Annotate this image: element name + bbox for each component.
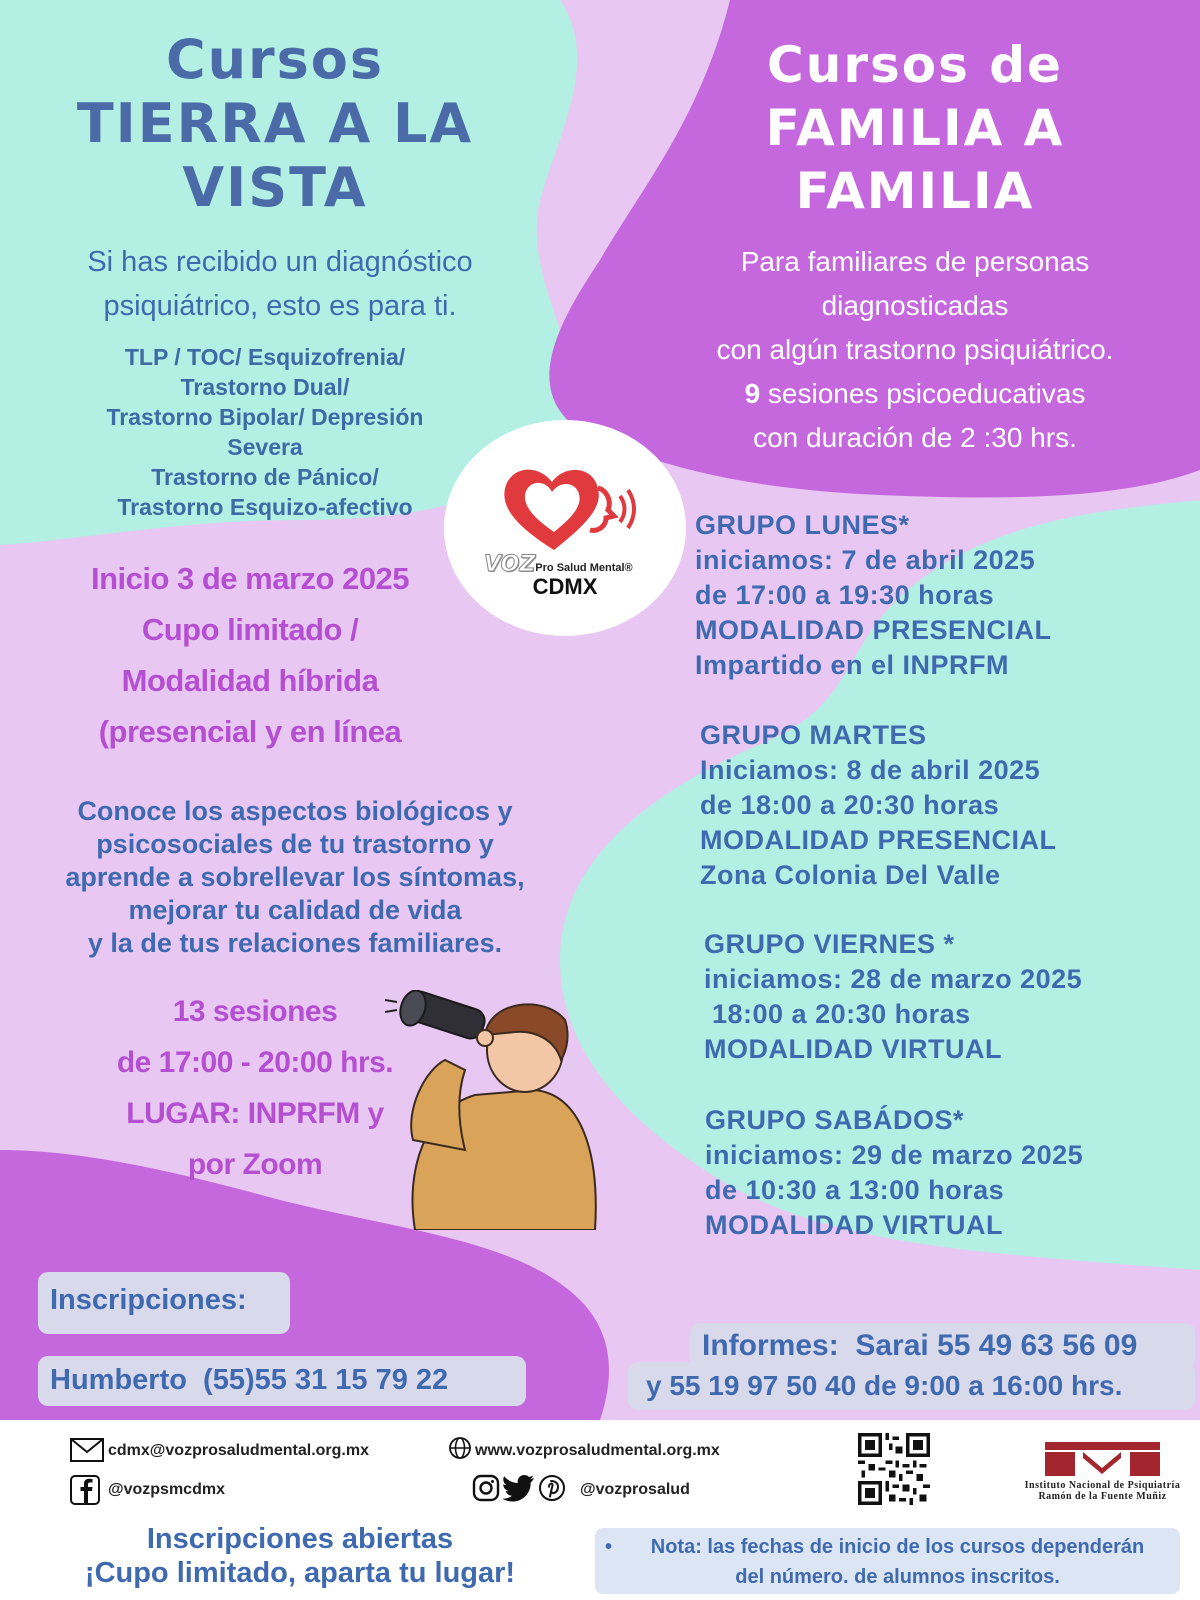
inscripciones-label-box xyxy=(38,1272,290,1334)
left-subtitle-line: Si has recibido un diagnóstico xyxy=(87,246,473,278)
group-line: MODALIDAD VIRTUAL xyxy=(705,1210,1003,1240)
envelope-icon xyxy=(70,1438,104,1462)
nota-box xyxy=(595,1528,1180,1594)
description-line: aprende a sobrellevar los síntomas, xyxy=(65,862,525,892)
duration-line: con duración de 2 :30 hrs. xyxy=(753,422,1077,453)
right-subtitle xyxy=(650,240,1180,460)
sessions-line: por Zoom xyxy=(187,1148,323,1181)
inscripciones-contact-box xyxy=(38,1356,526,1406)
left-title-line: TIERRA A LA xyxy=(76,92,474,155)
informes-line: Informes: Sarai 55 49 63 56 09 xyxy=(702,1329,1138,1362)
nota-line: del número. de alumnos inscritos. xyxy=(735,1566,1060,1588)
group-line: de 17:00 a 19:30 horas xyxy=(695,580,995,610)
instagram-icon xyxy=(472,1474,500,1502)
description-line: Conoce los aspectos biológicos y xyxy=(77,796,513,826)
logo-city: CDMX xyxy=(532,574,598,599)
group-line: MODALIDAD VIRTUAL xyxy=(704,1034,1002,1064)
description-line: y la de tus relaciones familiares. xyxy=(87,928,503,958)
informes-box-2 xyxy=(628,1362,1195,1410)
footer-website[interactable]: www.vozprosaludmental.org.mx xyxy=(475,1442,720,1459)
left-subtitle-line: psiquiátrico, esto es para ti. xyxy=(103,290,457,322)
sessions-line: LUGAR: INPRFM y xyxy=(126,1097,384,1130)
dates-line: Inicio 3 de marzo 2025 xyxy=(90,561,410,596)
left-course-description xyxy=(10,795,580,960)
description-line: psicosociales de tu trastorno y xyxy=(96,829,494,859)
condition-line: Trastorno de Pánico/ xyxy=(151,464,379,490)
condition-line: TLP / TOC/ Esquizofrenia/ xyxy=(124,344,406,370)
right-course-title xyxy=(700,34,1130,223)
inscripciones-label: Inscripciones: xyxy=(50,1284,247,1316)
institute-logo-icon xyxy=(1045,1440,1160,1476)
left-course-dates xyxy=(40,553,460,757)
informes-line: y 55 19 97 50 40 de 9:00 a 16:00 hrs. xyxy=(646,1370,1123,1401)
right-title-line: FAMILIA A xyxy=(765,99,1065,157)
dates-line: (presencial y en línea xyxy=(98,714,402,749)
inscripciones-abiertas xyxy=(30,1522,570,1590)
inscripciones-contact: Humberto (55)55 31 15 79 22 xyxy=(50,1364,449,1396)
right-title-line: FAMILIA xyxy=(795,162,1035,220)
group-line: MODALIDAD PRESENCIAL xyxy=(695,615,1052,645)
group-line: Iniciamos: 8 de abril 2025 xyxy=(700,755,1041,785)
condition-line: Severa xyxy=(227,434,303,460)
person-with-telescope-illustration xyxy=(385,990,615,1230)
nota-line: Nota: las fechas de inicio de los cursos dependerán xyxy=(650,1536,1145,1558)
footer-facebook[interactable]: @vozpsmcdmx xyxy=(108,1481,225,1498)
left-course-title xyxy=(30,28,520,220)
footer-cta-line: Inscripciones abiertas xyxy=(146,1523,454,1555)
logo-brand: VOZ xyxy=(484,552,536,577)
group-line: de 10:30 a 13:00 horas xyxy=(705,1175,1005,1205)
dates-line: Cupo limitado / xyxy=(141,612,359,647)
group-line: iniciamos: 29 de marzo 2025 xyxy=(705,1140,1084,1170)
group-sabados xyxy=(705,1103,1195,1243)
twitter-icon xyxy=(503,1474,535,1502)
left-title-line: Cursos xyxy=(165,28,385,91)
qr-code-icon[interactable] xyxy=(858,1433,930,1505)
description-line: mejorar tu calidad de vida xyxy=(128,895,462,925)
conditions-list xyxy=(40,342,490,522)
right-sessions-line xyxy=(650,372,1180,416)
condition-line: Trastorno Esquizo-afectivo xyxy=(117,494,413,520)
footer-social-handle[interactable]: @vozprosalud xyxy=(580,1481,690,1498)
group-line: iniciamos: 28 de marzo 2025 xyxy=(704,964,1083,994)
group-line: MODALIDAD PRESENCIAL xyxy=(700,825,1057,855)
group-line: Impartido en el INPRFM xyxy=(695,650,1010,680)
dates-line: Modalidad híbrida xyxy=(121,663,379,698)
group-line: iniciamos: 7 de abril 2025 xyxy=(695,545,1036,575)
group-martes xyxy=(700,718,1190,893)
group-line: GRUPO VIERNES * xyxy=(704,929,955,959)
heart-face-icon xyxy=(494,460,644,560)
condition-line: Trastorno Dual/ xyxy=(180,374,350,400)
sessions-number: 9 xyxy=(744,378,761,409)
group-line: de 18:00 a 20:30 horas xyxy=(700,790,1000,820)
right-title-line: Cursos de xyxy=(767,36,1063,94)
bullet-icon: • xyxy=(605,1536,613,1558)
sessions-line: 13 sesiones xyxy=(172,995,338,1028)
logo-tagline: Pro Salud Mental® xyxy=(535,562,633,574)
left-title-line: VISTA xyxy=(182,156,368,219)
group-viernes xyxy=(704,927,1194,1067)
institute-name-line: Ramón de la Fuente Muñiz xyxy=(1038,1491,1167,1502)
facebook-icon xyxy=(70,1475,100,1505)
institute-name xyxy=(1010,1480,1195,1502)
sessions-text: sesiones psicoeducativas xyxy=(760,378,1086,409)
group-line: GRUPO SABÁDOS* xyxy=(705,1105,965,1135)
institute-name-line: Instituto Nacional de Psiquiatría xyxy=(1024,1480,1181,1491)
sessions-line: de 17:00 - 20:00 hrs. xyxy=(116,1046,394,1079)
right-subtitle-line: Para familiares de personas xyxy=(740,246,1090,277)
right-subtitle-line: diagnosticadas xyxy=(821,290,1009,321)
pinterest-icon xyxy=(538,1474,566,1502)
globe-icon xyxy=(448,1436,472,1460)
group-line: GRUPO MARTES xyxy=(700,720,927,750)
condition-line: Trastorno Bipolar/ Depresión xyxy=(106,404,424,430)
group-line: Zona Colonia Del Valle xyxy=(700,860,1001,890)
group-lunes xyxy=(695,508,1185,683)
right-subtitle-line: con algún trastorno psiquiátrico. xyxy=(716,334,1114,365)
group-line: 18:00 a 20:30 horas xyxy=(704,999,971,1029)
footer-cta-line: ¡Cupo limitado, aparta tu lugar! xyxy=(84,1557,516,1589)
footer-email[interactable]: cdmx@vozprosaludmental.org.mx xyxy=(108,1442,369,1459)
left-subtitle xyxy=(30,240,530,328)
group-line: GRUPO LUNES* xyxy=(695,510,910,540)
